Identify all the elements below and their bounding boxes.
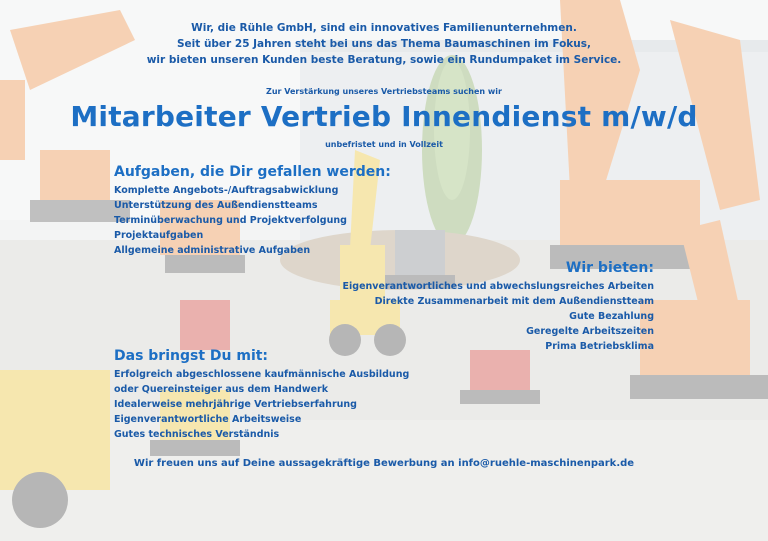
tasks-section — [114, 164, 444, 258]
skills-list — [114, 367, 444, 442]
tasks-heading: Aufgaben, die Dir gefallen werden: — [114, 164, 391, 180]
list-item: Komplette Angebots-/Auftragsabwicklung — [114, 185, 339, 196]
list-item: Gute Bezahlung — [569, 311, 654, 322]
list-item: oder Quereinsteiger aus dem Handwerk — [114, 384, 329, 395]
offers-section — [294, 260, 654, 354]
intro-line-1: Wir, die Rühle GmbH, sind ein innovatives Familienunternehmen. — [191, 22, 577, 34]
job-subtitle: unbefristet und in Vollzeit — [325, 140, 443, 149]
job-title: Mitarbeiter Vertrieb Innendienst m/w/d — [70, 100, 698, 133]
skills-section — [114, 348, 444, 442]
list-item: Direkte Zusammenarbeit mit dem Außendienstteam — [374, 296, 654, 307]
list-item: Terminüberwachung und Projektverfolgung — [114, 215, 347, 226]
company-intro — [0, 20, 768, 68]
list-item: Allgemeine administrative Aufgaben — [114, 245, 311, 256]
offers-list — [294, 279, 654, 354]
offers-heading: Wir bieten: — [565, 260, 654, 276]
lead-text: Zur Verstärkung unseres Vertriebsteams suchen wir — [266, 87, 502, 96]
list-item: Projektaufgaben — [114, 230, 204, 241]
list-item: Idealerweise mehrjährige Vertriebserfahrung — [114, 399, 357, 410]
list-item: Erfolgreich abgeschlossene kaufmännische Ausbildung — [114, 369, 410, 380]
list-item: Eigenverantwortliches und abwechslungsreiches Arbeiten — [342, 281, 654, 292]
tasks-list — [114, 183, 444, 258]
list-item: Gutes technisches Verständnis — [114, 429, 280, 440]
intro-line-2: Seit über 25 Jahren steht bei uns das Thema Baumaschinen im Fokus, — [176, 38, 592, 50]
intro-line-3: wir bieten unseren Kunden beste Beratung, sowie ein Rundumpaket im Service. — [146, 54, 622, 66]
list-item: Prima Betriebsklima — [545, 341, 654, 352]
skills-heading: Das bringst Du mit: — [114, 348, 269, 364]
application-footer: Wir freuen uns auf Deine aussagekräftige Bewerbung an info@ruehle-maschinenpark.de — [133, 458, 635, 469]
list-item: Unterstützung des Außendienstteams — [114, 200, 318, 211]
list-item: Geregelte Arbeitszeiten — [526, 326, 654, 337]
list-item: Eigenverantwortliche Arbeitsweise — [114, 414, 302, 425]
